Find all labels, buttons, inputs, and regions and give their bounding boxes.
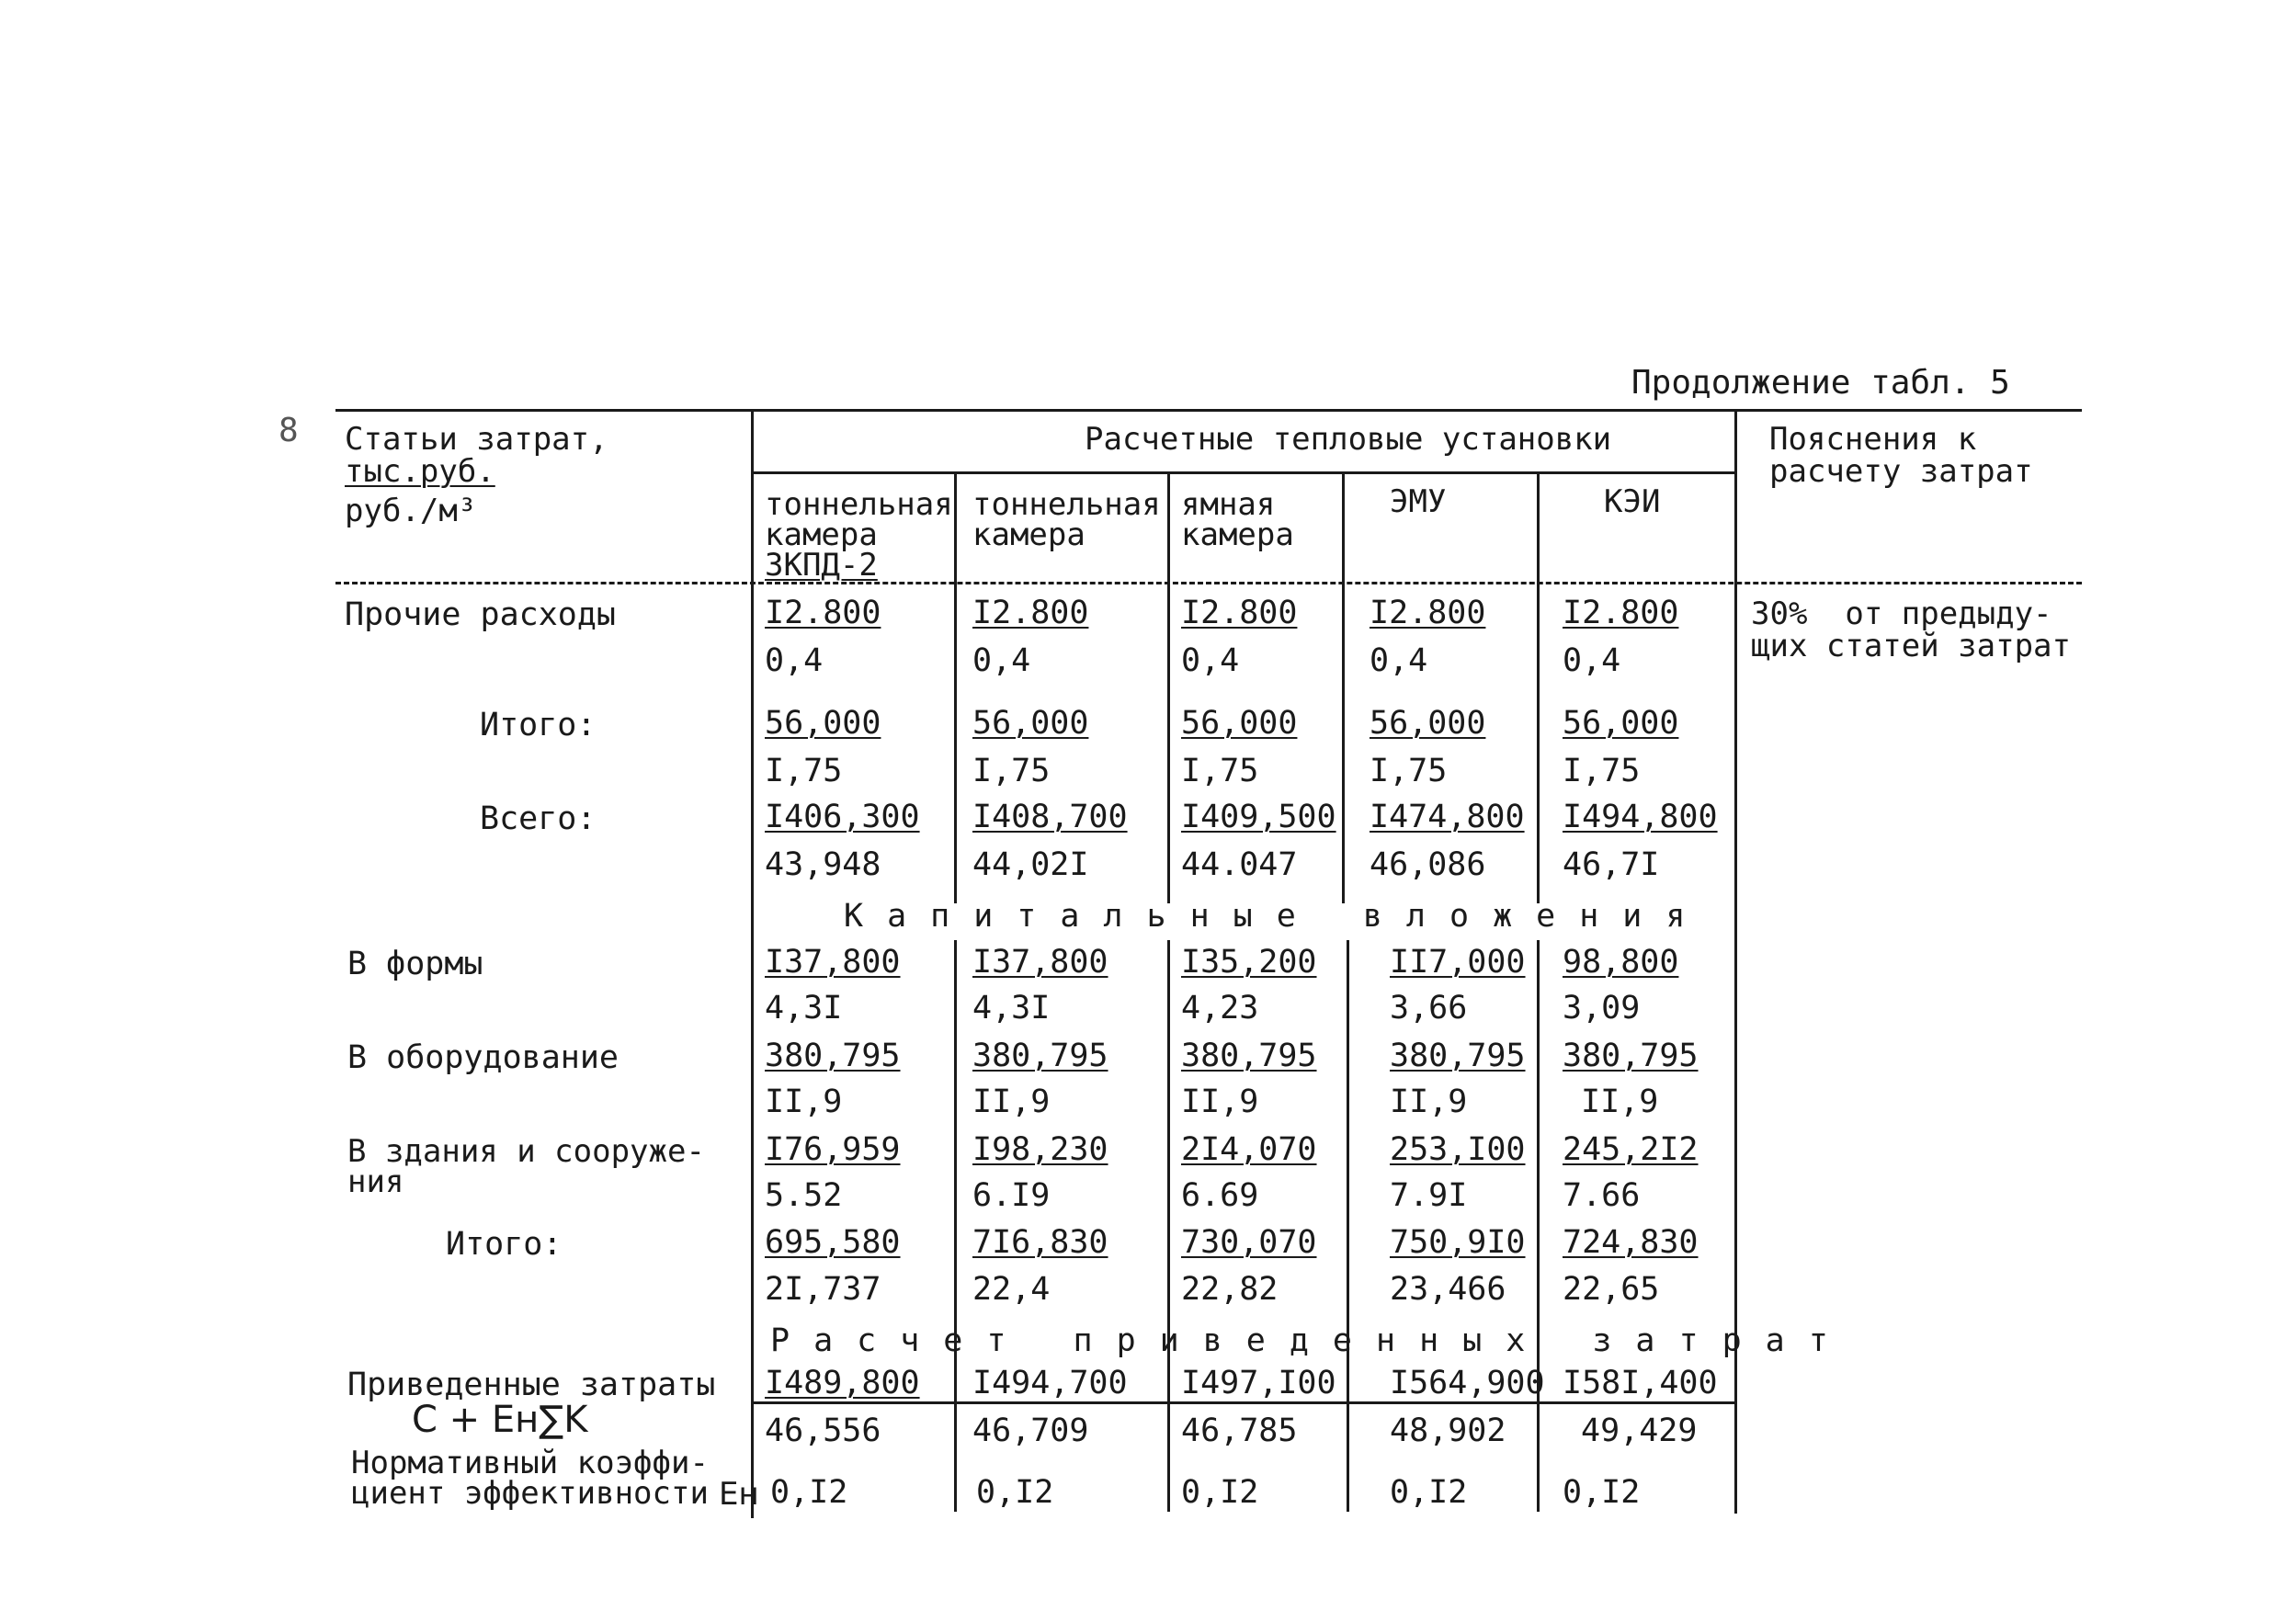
row-other-expenses-value-2: I2.800 [972, 595, 1089, 631]
row-equipment-value-4: 380,795 [1390, 1038, 1526, 1074]
row-forms-per-m3-2: 4,3I [972, 990, 1051, 1027]
row-forms-value-1: I37,800 [765, 944, 901, 981]
row-capital-subtotal-value-1: 695,580 [765, 1224, 901, 1261]
col5-header: КЭИ [1604, 483, 1661, 520]
row-other-expenses-value-3: I2.800 [1181, 595, 1298, 631]
row-equipment-value-1: 380,795 [765, 1038, 901, 1074]
row-equipment-per-m3-2: II,9 [972, 1083, 1051, 1120]
col3-header-line-2: камера [1181, 516, 1294, 553]
row-reduced-costs-per-m3-1: 46,556 [765, 1412, 881, 1449]
row-total-value-3: I409,500 [1181, 799, 1336, 835]
header-bottom-rule [335, 582, 2082, 584]
section-reduced-costs: Расчет приведенных затрат [770, 1322, 1852, 1359]
coefficient-symbol: Eн [719, 1476, 759, 1513]
row-buildings-per-m3-2: 6.I9 [972, 1177, 1051, 1214]
row-capital-subtotal-per-m3-5: 22,65 [1563, 1271, 1660, 1308]
row-buildings-per-m3-4: 7.9I [1390, 1177, 1468, 1214]
row-total-per-m3-5: 46,7I [1563, 846, 1660, 883]
stub-header-line-1: Статьи затрат, [345, 421, 608, 458]
row-subtotal-value-3: 56,000 [1181, 705, 1298, 742]
row-other-expenses-per-m3-1: 0,4 [765, 642, 824, 679]
row-forms-per-m3-4: 3,66 [1390, 990, 1468, 1027]
section-capital-investments: Капитальные вложения [844, 898, 1710, 935]
row-buildings-per-m3-3: 6.69 [1181, 1177, 1259, 1214]
row-equipment-value-2: 380,795 [972, 1038, 1108, 1074]
row-total-value-4: I474,800 [1370, 799, 1525, 835]
stub-header-line-3: руб./м³ [345, 493, 477, 529]
row-coefficient-value-5: 0,I2 [1563, 1474, 1641, 1511]
row-equipment-per-m3-1: II,9 [765, 1083, 843, 1120]
row-total-per-m3-1: 43,948 [765, 846, 881, 883]
row-other-expenses-note-line-1: 30% от предыду- [1751, 595, 2052, 632]
group-header-rule [752, 471, 1735, 474]
row-forms-value-4: II7,000 [1390, 944, 1526, 981]
column-rule-1b [954, 940, 957, 1512]
row-equipment-per-m3-5: II,9 [1581, 1083, 1659, 1120]
group-header: Расчетные тепловые установки [1085, 421, 1612, 458]
row-reduced-costs-per-m3-3: 46,785 [1181, 1412, 1298, 1449]
row-capital-subtotal-value-5: 724,830 [1563, 1224, 1699, 1261]
row-reduced-costs-value-2: I494,700 [972, 1365, 1128, 1401]
row-buildings-value-2: I98,230 [972, 1131, 1108, 1168]
row-forms-per-m3-3: 4,23 [1181, 990, 1259, 1027]
row-capital-subtotal-value-4: 750,9I0 [1390, 1224, 1526, 1261]
row-coefficient-label-line-2: циент эффективности [351, 1475, 709, 1512]
row-coefficient-value-1: 0,I2 [770, 1474, 848, 1511]
row-forms-per-m3-5: 3,09 [1563, 990, 1641, 1027]
row-equipment-value-3: 380,795 [1181, 1038, 1317, 1074]
row-equipment-value-5: 380,795 [1563, 1038, 1699, 1074]
notes-header-line-2: расчету затрат [1769, 453, 2033, 490]
row-other-expenses-label: Прочие расходы [345, 596, 617, 633]
col3-header-line-1: ямная [1181, 486, 1276, 523]
col2-header-line-2: камера [972, 516, 1085, 553]
row-equipment-per-m3-4: II,9 [1390, 1083, 1468, 1120]
reduced-costs-formula: C + Eн∑K [412, 1399, 588, 1441]
row-subtotal-per-m3-2: I,75 [972, 753, 1051, 789]
row-forms-label: В формы [347, 946, 483, 982]
row-subtotal-value-5: 56,000 [1563, 705, 1679, 742]
row-capital-subtotal-label: Итого: [446, 1226, 563, 1263]
stub-column-rule [751, 411, 754, 1518]
row-reduced-costs-value-1: I489,800 [765, 1365, 920, 1401]
row-other-expenses-value-5: I2.800 [1563, 595, 1679, 631]
row-reduced-costs-per-m3-4: 48,902 [1390, 1412, 1506, 1449]
col4-header: ЭМУ [1390, 483, 1447, 520]
row-capital-subtotal-per-m3-4: 23,466 [1390, 1271, 1506, 1308]
row-capital-subtotal-per-m3-2: 22,4 [972, 1271, 1051, 1308]
row-coefficient-value-3: 0,I2 [1181, 1474, 1259, 1511]
row-forms-per-m3-1: 4,3I [765, 990, 843, 1027]
row-buildings-value-4: 253,I00 [1390, 1131, 1526, 1168]
row-buildings-value-5: 245,2I2 [1563, 1131, 1699, 1168]
row-coefficient-value-2: 0,I2 [976, 1474, 1054, 1511]
row-subtotal-value-2: 56,000 [972, 705, 1089, 742]
row-subtotal-per-m3-3: I,75 [1181, 753, 1259, 789]
row-coefficient-value-4: 0,I2 [1390, 1474, 1468, 1511]
row-buildings-label-line-1: В здания и сооруже- [347, 1133, 705, 1170]
col1-header-line-3: ЗКПД-2 [765, 547, 878, 584]
row-reduced-costs-value-4: I564,900 [1390, 1365, 1545, 1401]
row-total-value-1: I406,300 [765, 799, 920, 835]
row-total-value-2: I408,700 [972, 799, 1128, 835]
col1-header-line-2: камера [765, 516, 878, 553]
row-buildings-per-m3-1: 5.52 [765, 1177, 843, 1214]
row-total-label: Всего: [480, 800, 597, 837]
row-other-expenses-per-m3-2: 0,4 [972, 642, 1031, 679]
column-rule-1 [954, 473, 957, 903]
row-capital-subtotal-value-3: 730,070 [1181, 1224, 1317, 1261]
col2-header-line-1: тоннельная [972, 486, 1161, 523]
row-forms-value-2: I37,800 [972, 944, 1108, 981]
row-forms-value-5: 98,800 [1563, 944, 1679, 981]
row-reduced-costs-label: Приведенные затраты [347, 1367, 716, 1403]
row-subtotal-label: Итого: [480, 707, 597, 743]
row-reduced-costs-value-5: I58I,400 [1563, 1365, 1718, 1401]
column-rule-4 [1537, 473, 1540, 903]
reduced-cost-rule [752, 1401, 1735, 1404]
row-capital-subtotal-value-2: 7I6,830 [972, 1224, 1108, 1261]
column-rule-3b [1347, 940, 1349, 1512]
row-forms-value-3: I35,200 [1181, 944, 1317, 981]
row-other-expenses-per-m3-4: 0,4 [1370, 642, 1428, 679]
row-other-expenses-note-line-2: щих статей затрат [1751, 628, 2071, 664]
margin-mark: 8 [278, 412, 299, 449]
row-coefficient-label-line-1: Нормативный коэффи- [351, 1445, 709, 1481]
row-capital-subtotal-per-m3-1: 2I,737 [765, 1271, 881, 1308]
row-total-per-m3-2: 44,02I [972, 846, 1089, 883]
stub-header-line-2: тыс.руб. [345, 453, 495, 490]
row-subtotal-per-m3-4: I,75 [1370, 753, 1448, 789]
row-other-expenses-value-1: I2.800 [765, 595, 881, 631]
row-reduced-costs-per-m3-2: 46,709 [972, 1412, 1089, 1449]
row-equipment-per-m3-3: II,9 [1181, 1083, 1259, 1120]
row-reduced-costs-value-3: I497,I00 [1181, 1365, 1336, 1401]
row-other-expenses-per-m3-5: 0,4 [1563, 642, 1621, 679]
col1-header-line-1: тоннельная [765, 486, 953, 523]
row-capital-subtotal-per-m3-3: 22,82 [1181, 1271, 1279, 1308]
column-rule-2b [1167, 940, 1170, 1512]
row-subtotal-per-m3-5: I,75 [1563, 753, 1641, 789]
row-total-value-5: I494,800 [1563, 799, 1718, 835]
notes-header-line-1: Пояснения к [1769, 421, 1977, 458]
row-buildings-value-1: I76,959 [765, 1131, 901, 1168]
column-rule-2 [1167, 473, 1170, 903]
row-equipment-label: В оборудование [347, 1039, 619, 1076]
row-total-per-m3-4: 46,086 [1370, 846, 1486, 883]
row-other-expenses-per-m3-3: 0,4 [1181, 642, 1240, 679]
row-subtotal-value-4: 56,000 [1370, 705, 1486, 742]
row-subtotal-per-m3-1: I,75 [765, 753, 843, 789]
row-buildings-label-line-2: ния [347, 1163, 404, 1200]
row-buildings-per-m3-5: 7.66 [1563, 1177, 1641, 1214]
table-caption: Продолжение табл. 5 [1631, 364, 2010, 402]
column-rule-3 [1342, 473, 1345, 903]
row-buildings-value-3: 2I4,070 [1181, 1131, 1317, 1168]
row-other-expenses-value-4: I2.800 [1370, 595, 1486, 631]
column-rule-4b [1537, 940, 1540, 1512]
row-total-per-m3-3: 44.047 [1181, 846, 1298, 883]
row-reduced-costs-per-m3-5: 49,429 [1581, 1412, 1698, 1449]
table-top-rule [335, 409, 2082, 412]
row-subtotal-value-1: 56,000 [765, 705, 881, 742]
